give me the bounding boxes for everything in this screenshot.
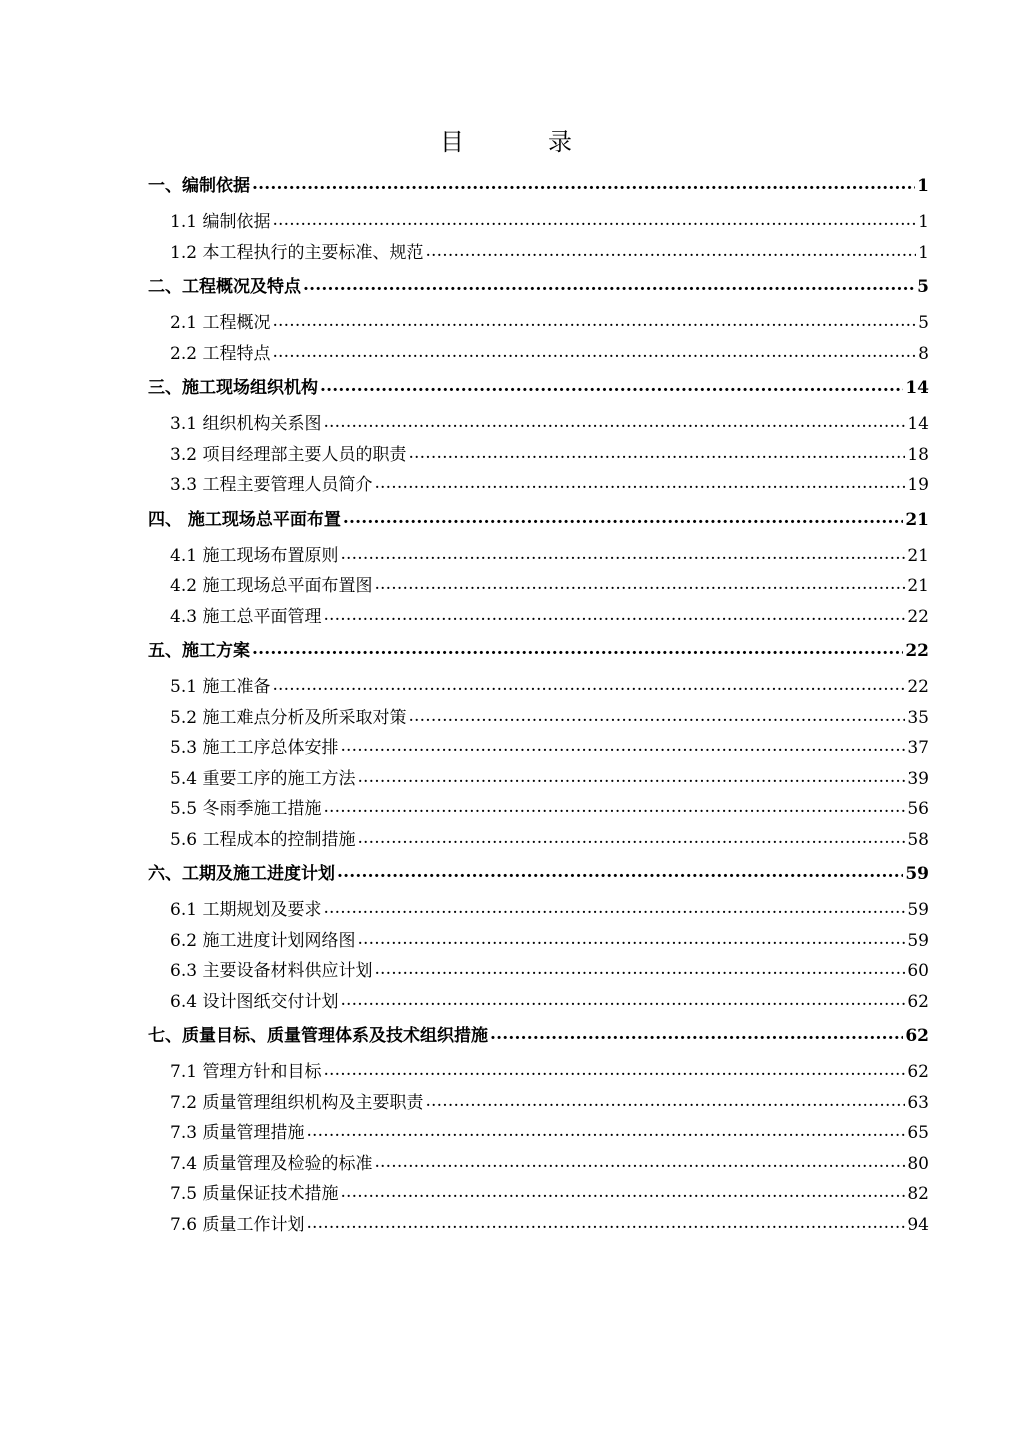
dot-leader <box>323 602 905 631</box>
toc-section-page-number: 5 <box>917 277 929 297</box>
dot-leader <box>306 1118 905 1147</box>
toc-subsection-entry[interactable] <box>148 1210 929 1241</box>
dot-leader <box>323 794 905 823</box>
toc-subsection-entry[interactable] <box>148 956 929 987</box>
toc-subsection-entry[interactable] <box>148 470 929 501</box>
toc-subsection-page-number: 80 <box>907 1153 929 1174</box>
table-of-contents <box>148 167 929 1240</box>
toc-subsection-entry[interactable] <box>148 602 929 633</box>
toc-subsection-entry[interactable] <box>148 794 929 825</box>
toc-subsection-label: 1.1 编制依据 <box>170 212 271 232</box>
toc-subsection-label: 5.4 重要工序的施工方法 <box>170 768 356 789</box>
toc-subsection-page-number: 60 <box>907 961 929 981</box>
toc-subsection-label: 6.2 施工进度计划网络图 <box>170 930 356 951</box>
toc-subsection-label: 4.2 施工现场总平面布置图 <box>170 576 373 596</box>
toc-subsection-page-number: 37 <box>907 738 929 758</box>
dot-leader <box>272 672 905 701</box>
toc-subsection-label: 6.1 工期规划及要求 <box>170 900 322 920</box>
toc-section-entry[interactable] <box>148 373 929 403</box>
toc-subsection-label: 7.2 质量管理组织机构及主要职责 <box>170 1092 424 1113</box>
toc-subsection-label: 3.2 项目经理部主要人员的职责 <box>170 444 407 465</box>
toc-section-page-number: 22 <box>905 641 929 661</box>
toc-section-label: 二、工程概况及特点 <box>148 277 301 297</box>
dot-leader <box>357 926 905 955</box>
toc-subsection-page-number: 1 <box>918 242 929 263</box>
toc-section-entry[interactable] <box>148 1021 929 1051</box>
toc-subsection-label: 5.1 施工准备 <box>170 677 271 697</box>
toc-subsection-label: 4.1 施工现场布置原则 <box>170 545 339 566</box>
toc-subsection-page-number: 62 <box>907 991 929 1012</box>
dot-leader <box>490 1021 903 1049</box>
title-char-1: 目 <box>440 128 464 156</box>
dot-leader <box>303 272 915 300</box>
toc-subsection-label: 3.1 组织机构关系图 <box>170 414 322 434</box>
dot-leader <box>323 1057 905 1086</box>
toc-section-label: 一、编制依据 <box>148 176 250 196</box>
dot-leader <box>320 373 903 401</box>
toc-subsection-entry[interactable] <box>148 672 929 703</box>
dot-leader <box>425 1088 905 1117</box>
toc-subsection-label: 1.2 本工程执行的主要标准、规范 <box>170 242 424 263</box>
toc-subsection-label: 2.1 工程概况 <box>170 313 271 333</box>
toc-section-label: 七、质量目标、质量管理体系及技术组织措施 <box>148 1026 488 1046</box>
dot-leader <box>343 505 903 533</box>
toc-section-entry[interactable] <box>148 859 929 889</box>
toc-subsection-entry[interactable] <box>148 1057 929 1088</box>
dot-leader <box>272 339 916 368</box>
dot-leader <box>337 859 903 887</box>
toc-subsection-label: 4.3 施工总平面管理 <box>170 606 322 627</box>
dot-leader <box>374 571 905 600</box>
dot-leader <box>374 470 905 499</box>
toc-subsection-entry[interactable] <box>148 440 929 471</box>
toc-subsection-entry[interactable] <box>148 703 929 734</box>
toc-subsection-page-number: 82 <box>907 1184 929 1204</box>
dot-leader <box>252 171 915 199</box>
toc-subsection-page-number: 8 <box>918 343 929 364</box>
dot-leader <box>340 1179 905 1208</box>
toc-subsection-page-number: 58 <box>907 829 929 850</box>
toc-subsection-page-number: 22 <box>907 677 929 697</box>
toc-subsection-entry[interactable] <box>148 987 929 1018</box>
toc-section-label: 五、施工方案 <box>148 641 250 661</box>
toc-subsection-label: 7.5 质量保证技术措施 <box>170 1184 339 1204</box>
toc-section-entry[interactable] <box>148 636 929 666</box>
toc-section-entry[interactable] <box>148 272 929 302</box>
toc-subsection-entry[interactable] <box>148 825 929 856</box>
toc-subsection-page-number: 1 <box>918 212 929 232</box>
dot-leader <box>340 987 905 1016</box>
toc-subsection-label: 6.4 设计图纸交付计划 <box>170 991 339 1012</box>
toc-subsection-label: 5.3 施工工序总体安排 <box>170 738 339 758</box>
toc-subsection-page-number: 94 <box>907 1214 929 1235</box>
toc-subsection-entry[interactable] <box>148 1088 929 1119</box>
toc-subsection-label: 5.6 工程成本的控制措施 <box>170 829 356 850</box>
toc-section-page-number: 59 <box>905 864 929 884</box>
dot-leader <box>306 1210 905 1239</box>
toc-subsection-page-number: 14 <box>907 414 929 434</box>
toc-subsection-entry[interactable] <box>148 541 929 572</box>
toc-subsection-label: 7.3 质量管理措施 <box>170 1123 305 1143</box>
toc-subsection-entry[interactable] <box>148 339 929 370</box>
dot-leader <box>357 764 905 793</box>
dot-leader <box>340 541 905 570</box>
toc-subsection-page-number: 22 <box>907 606 929 627</box>
toc-subsection-label: 3.3 工程主要管理人员简介 <box>170 475 373 495</box>
dot-leader <box>340 733 905 762</box>
toc-section-entry[interactable] <box>148 171 929 201</box>
toc-section-label: 六、工期及施工进度计划 <box>148 864 335 884</box>
toc-subsection-entry[interactable] <box>148 1179 929 1210</box>
dot-leader <box>425 238 916 267</box>
title-char-2: 录 <box>548 128 572 156</box>
toc-subsection-label: 7.1 管理方针和目标 <box>170 1062 322 1082</box>
toc-section-entry[interactable] <box>148 505 929 535</box>
toc-subsection-entry[interactable] <box>148 764 929 795</box>
toc-section-label: 三、施工现场组织机构 <box>148 378 318 398</box>
toc-subsection-page-number: 19 <box>907 475 929 495</box>
dot-leader <box>252 636 903 664</box>
toc-section-page-number: 62 <box>905 1026 929 1046</box>
toc-subsection-page-number: 35 <box>907 707 929 728</box>
toc-subsection-page-number: 56 <box>907 799 929 819</box>
toc-subsection-entry[interactable] <box>148 895 929 926</box>
dot-leader <box>374 1149 905 1178</box>
toc-subsection-page-number: 21 <box>907 576 929 596</box>
toc-subsection-label: 6.3 主要设备材料供应计划 <box>170 961 373 981</box>
dot-leader <box>323 409 905 438</box>
toc-section-page-number: 14 <box>905 378 929 398</box>
toc-subsection-label: 5.2 施工难点分析及所采取对策 <box>170 707 407 728</box>
toc-subsection-label: 7.6 质量工作计划 <box>170 1214 305 1235</box>
toc-subsection-entry[interactable] <box>148 1118 929 1149</box>
toc-subsection-entry[interactable] <box>148 926 929 957</box>
toc-section-label: 四、 施工现场总平面布置 <box>148 509 341 530</box>
dot-leader <box>374 956 905 985</box>
page-title <box>0 124 1012 160</box>
dot-leader <box>408 703 905 732</box>
toc-subsection-page-number: 5 <box>918 313 929 333</box>
toc-subsection-entry[interactable] <box>148 409 929 440</box>
toc-subsection-page-number: 18 <box>907 444 929 465</box>
toc-subsection-page-number: 62 <box>907 1062 929 1082</box>
toc-subsection-page-number: 63 <box>907 1092 929 1113</box>
toc-subsection-entry[interactable] <box>148 1149 929 1180</box>
toc-subsection-label: 7.4 质量管理及检验的标准 <box>170 1153 373 1174</box>
toc-subsection-page-number: 59 <box>907 930 929 951</box>
toc-section-page-number: 21 <box>905 509 929 530</box>
dot-leader <box>323 895 905 924</box>
dot-leader <box>272 308 916 337</box>
dot-leader <box>357 825 905 854</box>
dot-leader <box>272 207 916 236</box>
toc-subsection-entry[interactable] <box>148 571 929 602</box>
toc-section-page-number: 1 <box>917 176 929 196</box>
toc-subsection-page-number: 21 <box>907 545 929 566</box>
toc-subsection-page-number: 59 <box>907 900 929 920</box>
toc-subsection-page-number: 39 <box>907 768 929 789</box>
toc-subsection-entry[interactable] <box>148 733 929 764</box>
dot-leader <box>408 440 905 469</box>
toc-subsection-entry[interactable] <box>148 308 929 339</box>
toc-subsection-entry[interactable] <box>148 238 929 269</box>
toc-subsection-entry[interactable] <box>148 207 929 238</box>
toc-subsection-label: 2.2 工程特点 <box>170 343 271 364</box>
toc-subsection-page-number: 65 <box>907 1123 929 1143</box>
toc-subsection-label: 5.5 冬雨季施工措施 <box>170 799 322 819</box>
